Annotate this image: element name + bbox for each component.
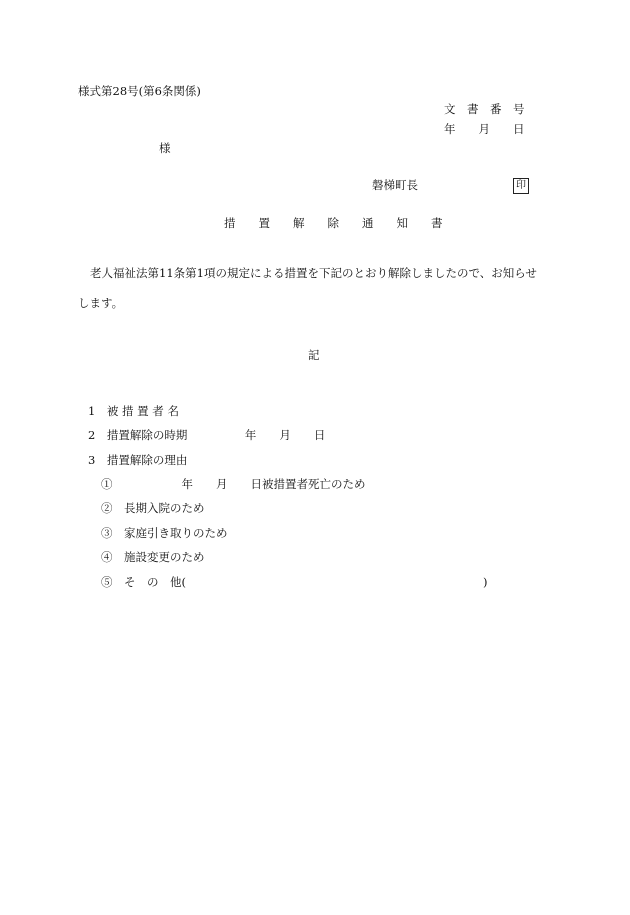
document-date: 年 月 日 xyxy=(444,122,525,136)
document-title: 措 置 解 除 通 知 書 xyxy=(224,216,443,230)
seal-mark: 印 xyxy=(513,178,529,194)
reason-family-takeover: ③ 家庭引き取りのため xyxy=(101,526,228,540)
reason-death: ① 年 月 日被措置者死亡のため xyxy=(101,477,366,491)
item-release-date: 2 措置解除の時期 年 月 日 xyxy=(88,428,326,442)
issuer-name: 磐梯町長 xyxy=(372,178,418,192)
document-number-label: 文 書 番 号 xyxy=(444,102,525,116)
reason-other: ⑤ そ の 他( xyxy=(101,575,186,589)
reason-other-close-paren: ) xyxy=(483,575,488,589)
reason-facility-change: ④ 施設変更のため xyxy=(101,550,205,564)
ki-heading: 記 xyxy=(308,348,320,362)
form-number: 様式第28号(第6条関係) xyxy=(78,84,201,98)
reason-long-hospitalization: ② 長期入院のため xyxy=(101,501,205,515)
body-paragraph: 老人福祉法第11条第1項の規定による措置を下記のとおり解除しましたので、お知らせします。 xyxy=(78,266,537,310)
recipient-honorific: 様 xyxy=(159,141,171,155)
item-subject-name: 1 被 措 置 者 名 xyxy=(88,404,179,418)
item-release-reason: 3 措置解除の理由 xyxy=(88,453,188,467)
